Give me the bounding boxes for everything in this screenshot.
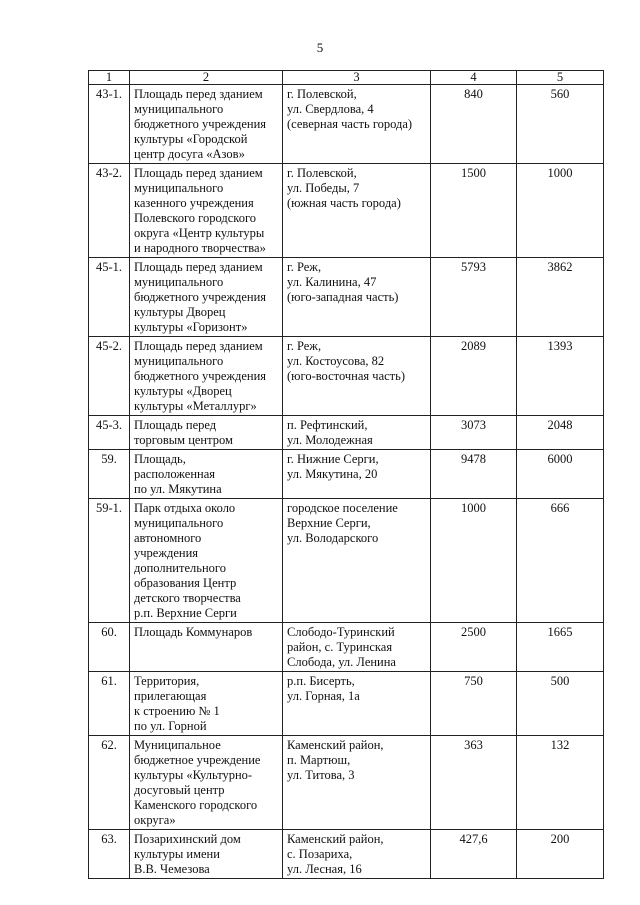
name-line: Каменского городского: [134, 798, 258, 812]
value-col4-cell: 363: [431, 736, 517, 830]
object-name-cell: [130, 416, 283, 450]
address-line: Слобода, ул. Ленина: [287, 655, 396, 669]
value-col4-cell: 427,6: [431, 830, 517, 879]
name-line: дополнительного: [134, 561, 226, 575]
name-line: культуры «Городской: [134, 132, 248, 146]
table-row: [89, 416, 604, 450]
address-cell: [283, 416, 431, 450]
name-line: Площадь перед зданием: [134, 260, 263, 274]
address-line: (юго-восточная часть): [287, 369, 405, 383]
name-line: Площадь перед зданием: [134, 339, 263, 353]
table-row: [89, 258, 604, 337]
name-line: Площадь Коммунаров: [134, 625, 253, 639]
value-col4-cell: 750: [431, 672, 517, 736]
address-line: (юго-западная часть): [287, 290, 399, 304]
row-number-cell: 43-1.: [89, 85, 130, 164]
address-line: Слободо-Туринский: [287, 625, 395, 639]
address-line: ул. Молодежная: [287, 433, 373, 447]
name-line: Парк отдыха около: [134, 501, 236, 515]
table-row: [89, 736, 604, 830]
value-col4-cell: 5793: [431, 258, 517, 337]
table-row: [89, 672, 604, 736]
name-line: расположенная: [134, 467, 215, 481]
name-line: культуры «Культурно-: [134, 768, 253, 782]
address-line: г. Полевской,: [287, 166, 357, 180]
address-line: Верхние Серги,: [287, 516, 371, 530]
row-number-cell: 62.: [89, 736, 130, 830]
address-cell: [283, 623, 431, 672]
table-row: [89, 164, 604, 258]
name-line: Муниципальное: [134, 738, 221, 752]
object-name-cell: [130, 164, 283, 258]
row-number-cell: 59.: [89, 450, 130, 499]
value-col5-cell: 2048: [517, 416, 604, 450]
object-name-cell: [130, 258, 283, 337]
name-line: образования Центр: [134, 576, 237, 590]
name-line: бюджетного учреждения: [134, 290, 267, 304]
name-line: казенного учреждения: [134, 196, 254, 210]
value-col5-cell: 3862: [517, 258, 604, 337]
row-number-cell: 45-1.: [89, 258, 130, 337]
name-line: муниципального: [134, 354, 224, 368]
address-cell: [283, 830, 431, 879]
name-line: автономного: [134, 531, 202, 545]
name-line: округа «Центр культуры: [134, 226, 265, 240]
value-col5-cell: 6000: [517, 450, 604, 499]
value-col5-cell: 1393: [517, 337, 604, 416]
address-line: ул. Мякутина, 20: [287, 467, 378, 481]
object-name-cell: [130, 85, 283, 164]
name-line: Площадь перед зданием: [134, 166, 263, 180]
value-col4-cell: 840: [431, 85, 517, 164]
value-col5-cell: 200: [517, 830, 604, 879]
address-line: с. Позариха,: [287, 847, 353, 861]
address-cell: [283, 736, 431, 830]
name-line: Площадь перед: [134, 418, 217, 432]
column-header: 3: [283, 71, 431, 85]
address-cell: [283, 672, 431, 736]
address-line: ул. Победы, 7: [287, 181, 360, 195]
table-row: [89, 830, 604, 879]
address-cell: [283, 164, 431, 258]
address-line: г. Нижние Серги,: [287, 452, 379, 466]
name-line: округа»: [134, 813, 176, 827]
row-number-cell: 59-1.: [89, 499, 130, 623]
table-row: [89, 623, 604, 672]
address-line: Каменский район,: [287, 738, 384, 752]
name-line: и народного творчества»: [134, 241, 266, 255]
row-number-cell: 63.: [89, 830, 130, 879]
name-line: Позарихинский дом: [134, 832, 241, 846]
object-name-cell: [130, 736, 283, 830]
object-name-cell: [130, 337, 283, 416]
address-line: г. Реж,: [287, 260, 322, 274]
name-line: р.п. Верхние Серги: [134, 606, 237, 620]
address-line: г. Полевской,: [287, 87, 357, 101]
object-name-cell: [130, 450, 283, 499]
address-line: ул. Костоусова, 82: [287, 354, 385, 368]
name-line: к строению № 1: [134, 704, 220, 718]
object-name-cell: [130, 830, 283, 879]
address-line: ул. Титова, 3: [287, 768, 355, 782]
value-col5-cell: 132: [517, 736, 604, 830]
name-line: бюджетного учреждения: [134, 117, 267, 131]
name-line: муниципального: [134, 516, 224, 530]
table-row: [89, 85, 604, 164]
address-cell: [283, 337, 431, 416]
value-col4-cell: 9478: [431, 450, 517, 499]
name-line: центр досуга «Азов»: [134, 147, 245, 161]
address-cell: [283, 499, 431, 623]
table-row: [89, 450, 604, 499]
name-line: культуры «Горизонт»: [134, 320, 248, 334]
name-line: В.В. Чемезова: [134, 862, 210, 876]
address-line: городское поселение: [287, 501, 398, 515]
object-name-cell: [130, 499, 283, 623]
address-line: ул. Свердлова, 4: [287, 102, 374, 116]
address-cell: [283, 450, 431, 499]
address-line: р.п. Бисерть,: [287, 674, 355, 688]
value-col5-cell: 666: [517, 499, 604, 623]
value-col5-cell: 1665: [517, 623, 604, 672]
value-col4-cell: 1500: [431, 164, 517, 258]
name-line: Площадь перед зданием: [134, 87, 263, 101]
row-number-cell: 45-2.: [89, 337, 130, 416]
address-line: г. Реж,: [287, 339, 322, 353]
name-line: Площадь,: [134, 452, 186, 466]
name-line: торговым центром: [134, 433, 233, 447]
row-number-cell: 60.: [89, 623, 130, 672]
address-line: п. Мартюш,: [287, 753, 351, 767]
row-number-cell: 43-2.: [89, 164, 130, 258]
value-col4-cell: 2089: [431, 337, 517, 416]
name-line: муниципального: [134, 181, 224, 195]
address-line: ул. Горная, 1а: [287, 689, 360, 703]
name-line: детского творчества: [134, 591, 241, 605]
name-line: Полевского городского: [134, 211, 257, 225]
name-line: культуры Дворец: [134, 305, 226, 319]
column-header: 1: [89, 71, 130, 85]
table-row: [89, 499, 604, 623]
name-line: муниципального: [134, 102, 224, 116]
column-header: 5: [517, 71, 604, 85]
column-header: 2: [130, 71, 283, 85]
value-col4-cell: 1000: [431, 499, 517, 623]
name-line: бюджетное учреждение: [134, 753, 261, 767]
header-row: [89, 71, 604, 85]
object-name-cell: [130, 623, 283, 672]
name-line: по ул. Мякутина: [134, 482, 222, 496]
value-col4-cell: 3073: [431, 416, 517, 450]
data-table: [88, 70, 604, 879]
name-line: досуговый центр: [134, 783, 225, 797]
address-line: ул. Калинина, 47: [287, 275, 377, 289]
name-line: по ул. Горной: [134, 719, 207, 733]
name-line: культуры «Металлург»: [134, 399, 257, 413]
address-line: Каменский район,: [287, 832, 384, 846]
name-line: культуры «Дворец: [134, 384, 232, 398]
row-number-cell: 45-3.: [89, 416, 130, 450]
address-line: (южная часть города): [287, 196, 401, 210]
address-line: ул. Лесная, 16: [287, 862, 362, 876]
name-line: бюджетного учреждения: [134, 369, 267, 383]
address-line: ул. Володарского: [287, 531, 379, 545]
name-line: муниципального: [134, 275, 224, 289]
row-number-cell: 61.: [89, 672, 130, 736]
address-line: район, с. Туринская: [287, 640, 393, 654]
value-col4-cell: 2500: [431, 623, 517, 672]
name-line: прилегающая: [134, 689, 207, 703]
name-line: культуры имени: [134, 847, 220, 861]
name-line: учреждения: [134, 546, 199, 560]
object-name-cell: [130, 672, 283, 736]
value-col5-cell: 1000: [517, 164, 604, 258]
column-header: 4: [431, 71, 517, 85]
address-line: (северная часть города): [287, 117, 413, 131]
address-cell: [283, 85, 431, 164]
page-number: 5: [316, 40, 324, 55]
address-cell: [283, 258, 431, 337]
address-line: п. Рефтинский,: [287, 418, 368, 432]
value-col5-cell: 560: [517, 85, 604, 164]
table-row: [89, 337, 604, 416]
name-line: Территория,: [134, 674, 200, 688]
value-col5-cell: 500: [517, 672, 604, 736]
